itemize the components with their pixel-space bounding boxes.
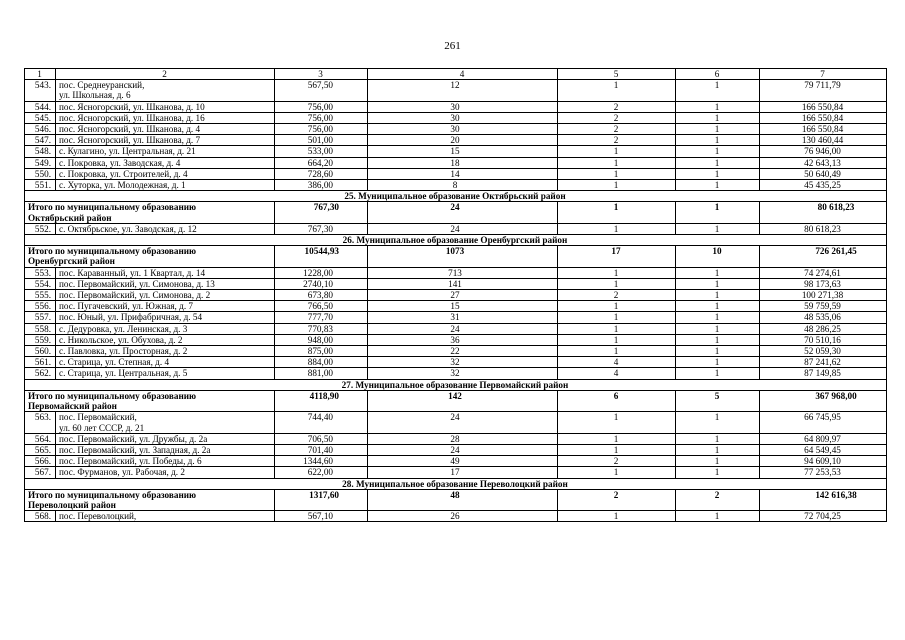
address-cell [56, 368, 275, 379]
subtotal-label-line: Итого по муниципальному образованию [28, 246, 197, 257]
cost-cell: 59 759,59 [760, 301, 887, 312]
subtotal-label-line: Итого по муниципальному образованию [28, 390, 197, 401]
address-cell [56, 223, 275, 234]
address-cell [56, 346, 275, 357]
address-cell-line: пос. Пугачевский, ул. Южная, д. 7 [59, 301, 194, 312]
col5-cell: 2 [558, 290, 676, 301]
area-cell: 767,30 [275, 223, 368, 234]
cost-cell: 70 510,16 [760, 334, 887, 345]
cost-cell: 48 286,25 [760, 323, 887, 334]
row-number-cell: 566. [25, 456, 56, 467]
people-cell: 12 [368, 80, 558, 101]
address-cell-line: пос. Первомайский, ул. Симонова, д. 13 [59, 278, 215, 289]
col5-cell: 1 [558, 467, 676, 478]
table-row [25, 357, 887, 368]
cost-cell: 48 535,06 [760, 312, 887, 323]
address-cell [56, 124, 275, 135]
address-cell-line: ул. 60 лет СССР, д. 21 [59, 422, 145, 433]
column-number-cell: 1 [25, 69, 56, 80]
people-cell: 30 [368, 112, 558, 123]
cost-cell: 64 549,45 [760, 444, 887, 455]
subtotal-row [25, 390, 887, 411]
col6-cell: 1 [676, 290, 760, 301]
row-number-cell: 567. [25, 467, 56, 478]
col6-cell: 2 [676, 489, 760, 510]
cost-cell: 66 745,95 [760, 412, 887, 433]
row-number-cell: 564. [25, 433, 56, 444]
area-cell: 501,00 [275, 135, 368, 146]
col5-cell: 1 [558, 168, 676, 179]
row-number-cell: 565. [25, 444, 56, 455]
cost-cell: 80 618,23 [760, 202, 887, 223]
area-cell: 567,50 [275, 80, 368, 101]
area-cell: 884,00 [275, 357, 368, 368]
col6-cell: 1 [676, 444, 760, 455]
address-cell-line: пос. Юный, ул. Прифабричная, д. 54 [59, 312, 203, 323]
people-cell: 31 [368, 312, 558, 323]
address-cell [56, 267, 275, 278]
address-cell-line: пос. Первомайский, ул. Симонова, д. 2 [59, 290, 211, 301]
row-number-cell: 548. [25, 146, 56, 157]
col5-cell: 1 [558, 334, 676, 345]
table-row [25, 323, 887, 334]
address-cell-line: пос. Первомайский, [59, 412, 137, 423]
area-cell: 386,00 [275, 180, 368, 191]
col5-cell: 1 [558, 323, 676, 334]
table-row [25, 180, 887, 191]
table-row [25, 112, 887, 123]
area-cell: 770,83 [275, 323, 368, 334]
table-row [25, 124, 887, 135]
row-number-cell: 556. [25, 301, 56, 312]
address-cell [56, 146, 275, 157]
col6-cell: 1 [676, 312, 760, 323]
subtotal-row [25, 202, 887, 223]
address-cell-line: пос. Ясногорский, ул. Шканова, д. 7 [59, 135, 201, 146]
people-cell: 8 [368, 180, 558, 191]
address-cell-line: с. Старица, ул. Степная, д. 4 [59, 357, 170, 368]
table-row [25, 444, 887, 455]
address-cell-line: с. Никольское, ул. Обухова, д. 2 [59, 334, 183, 345]
people-cell: 24 [368, 223, 558, 234]
cost-cell: 166 550,84 [760, 124, 887, 135]
col5-cell: 1 [558, 511, 676, 522]
row-number-cell: 543. [25, 80, 56, 101]
table-row [25, 301, 887, 312]
address-cell [56, 180, 275, 191]
col5-cell: 1 [558, 278, 676, 289]
area-cell: 875,00 [275, 346, 368, 357]
column-number-cell: 2 [56, 69, 275, 80]
cost-cell: 726 261,45 [760, 246, 887, 267]
col5-cell: 1 [558, 444, 676, 455]
col5-cell: 2 [558, 124, 676, 135]
col5-cell: 1 [558, 80, 676, 101]
col6-cell: 1 [676, 124, 760, 135]
col5-cell: 4 [558, 357, 676, 368]
col5-cell: 1 [558, 223, 676, 234]
col6-cell: 1 [676, 323, 760, 334]
table-row [25, 146, 887, 157]
address-cell-line: пос. Первомайский, ул. Западная, д. 2а [59, 444, 211, 455]
col5-cell: 1 [558, 312, 676, 323]
row-number-cell: 561. [25, 357, 56, 368]
table-row [25, 101, 887, 112]
table-row [25, 346, 887, 357]
people-cell: 26 [368, 511, 558, 522]
address-cell [56, 301, 275, 312]
col6-cell: 5 [676, 390, 760, 411]
column-number-cell: 3 [275, 69, 368, 80]
col5-cell: 4 [558, 368, 676, 379]
col5-cell: 1 [558, 202, 676, 223]
table-row [25, 80, 887, 101]
table-row [25, 157, 887, 168]
address-cell-line: пос. Среднеуранский, [59, 80, 145, 91]
area-cell: 766,50 [275, 301, 368, 312]
row-number-cell: 546. [25, 124, 56, 135]
address-cell-line: ул. Школьная, д. 6 [59, 90, 131, 101]
area-cell: 10544,93 [275, 246, 368, 267]
people-cell: 24 [368, 444, 558, 455]
area-cell: 706,50 [275, 433, 368, 444]
col6-cell: 1 [676, 202, 760, 223]
subtotal-label-line: Первомайский район [28, 401, 117, 412]
col5-cell: 2 [558, 112, 676, 123]
area-cell: 756,00 [275, 101, 368, 112]
subtotal-label-line: Итого по муниципальному образованию [28, 489, 197, 500]
area-cell: 728,60 [275, 168, 368, 179]
col6-cell: 1 [676, 101, 760, 112]
row-number-cell: 555. [25, 290, 56, 301]
col5-cell: 1 [558, 412, 676, 433]
col6-cell: 1 [676, 334, 760, 345]
subtotal-label-line: Оренбургский район [28, 256, 115, 267]
area-cell: 533,00 [275, 146, 368, 157]
col6-cell: 1 [676, 368, 760, 379]
cost-cell: 52 059,30 [760, 346, 887, 357]
area-cell: 777,70 [275, 312, 368, 323]
area-cell: 673,80 [275, 290, 368, 301]
col6-cell: 1 [676, 278, 760, 289]
row-number-cell: 568. [25, 511, 56, 522]
table-row [25, 290, 887, 301]
address-cell-line: с. Кулагино, ул. Центральная, д. 21 [59, 146, 196, 157]
address-cell [56, 433, 275, 444]
address-cell-line: пос. Ясногорский, ул. Шканова, д. 4 [59, 124, 201, 135]
col5-cell: 1 [558, 267, 676, 278]
address-cell [56, 357, 275, 368]
col6-cell: 10 [676, 246, 760, 267]
col5-cell: 2 [558, 456, 676, 467]
people-cell: 32 [368, 357, 558, 368]
area-cell: 4118,90 [275, 390, 368, 411]
cost-cell: 130 460,44 [760, 135, 887, 146]
table-row [25, 312, 887, 323]
col5-cell: 1 [558, 301, 676, 312]
address-cell-line: с. Дедуровка, ул. Ленинская, д. 3 [59, 323, 188, 334]
row-number-cell: 544. [25, 101, 56, 112]
address-cell [56, 444, 275, 455]
address-cell [56, 168, 275, 179]
cost-cell: 98 173,63 [760, 278, 887, 289]
subtotal-label [25, 489, 275, 510]
table-row [25, 267, 887, 278]
cost-cell: 94 609,10 [760, 456, 887, 467]
address-cell-line: пос. Фурманов, ул. Рабочая, д. 2 [59, 467, 185, 478]
table-row [25, 334, 887, 345]
col6-cell: 1 [676, 80, 760, 101]
people-cell: 24 [368, 202, 558, 223]
row-number-cell: 553. [25, 267, 56, 278]
area-cell: 1228,00 [275, 267, 368, 278]
cost-cell: 45 435,25 [760, 180, 887, 191]
cost-cell: 166 550,84 [760, 101, 887, 112]
column-number-cell: 5 [558, 69, 676, 80]
people-cell: 713 [368, 267, 558, 278]
people-cell: 14 [368, 168, 558, 179]
area-cell: 767,30 [275, 202, 368, 223]
col6-cell: 1 [676, 168, 760, 179]
people-cell: 27 [368, 290, 558, 301]
people-cell: 28 [368, 433, 558, 444]
table-row [25, 511, 887, 522]
col6-cell: 1 [676, 135, 760, 146]
col5-cell: 2 [558, 489, 676, 510]
address-cell-line: с. Павловка, ул. Просторная, д. 2 [59, 346, 188, 357]
col5-cell: 1 [558, 346, 676, 357]
column-number-cell: 7 [760, 69, 887, 80]
people-cell: 17 [368, 467, 558, 478]
area-cell: 622,00 [275, 467, 368, 478]
col5-cell: 2 [558, 135, 676, 146]
address-cell-line: с. Хуторка, ул. Молодежная, д. 1 [59, 180, 186, 191]
cost-cell: 42 643,13 [760, 157, 887, 168]
col6-cell: 1 [676, 511, 760, 522]
col6-cell: 1 [676, 157, 760, 168]
area-cell: 756,00 [275, 112, 368, 123]
address-cell [56, 80, 275, 101]
people-cell: 1073 [368, 246, 558, 267]
people-cell: 141 [368, 278, 558, 289]
col6-cell: 1 [676, 433, 760, 444]
row-number-cell: 563. [25, 412, 56, 433]
col5-cell: 1 [558, 146, 676, 157]
people-cell: 36 [368, 334, 558, 345]
subtotal-label [25, 202, 275, 223]
area-cell: 664,20 [275, 157, 368, 168]
row-number-cell: 547. [25, 135, 56, 146]
col6-cell: 1 [676, 301, 760, 312]
people-cell: 30 [368, 124, 558, 135]
col5-cell: 17 [558, 246, 676, 267]
column-number-row [25, 69, 887, 80]
subtotal-label [25, 390, 275, 411]
cost-cell: 50 640,49 [760, 168, 887, 179]
col6-cell: 1 [676, 357, 760, 368]
row-number-cell: 558. [25, 323, 56, 334]
row-number-cell: 562. [25, 368, 56, 379]
address-cell [56, 290, 275, 301]
address-cell [56, 312, 275, 323]
subtotal-row [25, 489, 887, 510]
table-row [25, 278, 887, 289]
table-row [25, 456, 887, 467]
col6-cell: 1 [676, 146, 760, 157]
people-cell: 32 [368, 368, 558, 379]
row-number-cell: 549. [25, 157, 56, 168]
address-cell [56, 135, 275, 146]
cost-cell: 142 616,38 [760, 489, 887, 510]
section-title: 25. Муниципальное образование Октябрьский район [25, 191, 887, 202]
address-cell [56, 278, 275, 289]
cost-cell: 72 704,25 [760, 511, 887, 522]
cost-cell: 77 253,53 [760, 467, 887, 478]
column-number-cell: 6 [676, 69, 760, 80]
area-cell: 1344,60 [275, 456, 368, 467]
people-cell: 20 [368, 135, 558, 146]
address-cell [56, 334, 275, 345]
cost-cell: 87 149,85 [760, 368, 887, 379]
people-cell: 15 [368, 301, 558, 312]
people-cell: 30 [368, 101, 558, 112]
address-cell [56, 456, 275, 467]
row-number-cell: 552. [25, 223, 56, 234]
row-number-cell: 545. [25, 112, 56, 123]
col6-cell: 1 [676, 412, 760, 433]
col6-cell: 1 [676, 346, 760, 357]
address-cell-line: с. Покровка, ул. Заводская, д. 4 [59, 157, 181, 168]
people-cell: 24 [368, 323, 558, 334]
col6-cell: 1 [676, 267, 760, 278]
address-cell-line: пос. Первомайский, ул. Дружбы, д. 2а [59, 433, 208, 444]
people-cell: 48 [368, 489, 558, 510]
address-cell [56, 323, 275, 334]
table-row [25, 168, 887, 179]
area-cell: 567,10 [275, 511, 368, 522]
area-cell: 701,40 [275, 444, 368, 455]
people-cell: 15 [368, 146, 558, 157]
col5-cell: 2 [558, 101, 676, 112]
section-header-row [25, 191, 887, 202]
people-cell: 18 [368, 157, 558, 168]
section-header-row [25, 379, 887, 390]
col5-cell: 1 [558, 433, 676, 444]
people-cell: 22 [368, 346, 558, 357]
address-cell-line: пос. Караванный, ул. 1 Квартал, д. 14 [59, 267, 206, 278]
address-cell [56, 101, 275, 112]
section-title: 26. Муниципальное образование Оренбургский район [25, 235, 887, 246]
table-row [25, 433, 887, 444]
area-cell: 2740,10 [275, 278, 368, 289]
page-number: 261 [444, 40, 461, 52]
col5-cell: 1 [558, 180, 676, 191]
col6-cell: 1 [676, 456, 760, 467]
section-title: 27. Муниципальное образование Первомайский район [25, 379, 887, 390]
cost-cell: 87 241,62 [760, 357, 887, 368]
section-header-row [25, 478, 887, 489]
area-cell: 744,40 [275, 412, 368, 433]
row-number-cell: 550. [25, 168, 56, 179]
table-row [25, 368, 887, 379]
row-number-cell: 559. [25, 334, 56, 345]
row-number-cell: 551. [25, 180, 56, 191]
address-cell-line: с. Старица, ул. Центральная, д. 5 [59, 368, 188, 379]
area-cell: 948,00 [275, 334, 368, 345]
table-row [25, 467, 887, 478]
address-cell-line: пос. Переволоцкий, [59, 511, 137, 522]
address-cell-line: пос. Ясногорский, ул. Шканова, д. 16 [59, 112, 205, 123]
subtotal-label [25, 246, 275, 267]
address-cell [56, 467, 275, 478]
col6-cell: 1 [676, 112, 760, 123]
cost-cell: 100 271,38 [760, 290, 887, 301]
cost-cell: 166 550,84 [760, 112, 887, 123]
col5-cell: 1 [558, 157, 676, 168]
address-cell-line: с. Покровка, ул. Строителей, д. 4 [59, 168, 188, 179]
people-cell: 142 [368, 390, 558, 411]
section-header-row [25, 235, 887, 246]
cost-cell: 64 809,97 [760, 433, 887, 444]
table-row [25, 223, 887, 234]
table-row [25, 412, 887, 433]
col6-cell: 1 [676, 223, 760, 234]
row-number-cell: 554. [25, 278, 56, 289]
people-cell: 49 [368, 456, 558, 467]
address-cell-line: с. Октябрьское, ул. Заводская, д. 12 [59, 223, 197, 234]
area-cell: 1317,60 [275, 489, 368, 510]
address-cell [56, 157, 275, 168]
subtotal-label-line: Переволоцкий район [28, 499, 116, 510]
subtotal-label-line: Октябрьский район [28, 212, 112, 223]
row-number-cell: 560. [25, 346, 56, 357]
area-cell: 756,00 [275, 124, 368, 135]
cost-cell: 80 618,23 [760, 223, 887, 234]
subtotal-label-line: Итого по муниципальному образованию [28, 202, 197, 213]
register-table [24, 68, 887, 522]
section-title: 28. Муниципальное образование Переволоцкий район [25, 478, 887, 489]
cost-cell: 74 274,61 [760, 267, 887, 278]
area-cell: 881,00 [275, 368, 368, 379]
address-cell [56, 511, 275, 522]
address-cell-line: пос. Ясногорский, ул. Шканова, д. 10 [59, 101, 205, 112]
column-number-cell: 4 [368, 69, 558, 80]
cost-cell: 76 946,00 [760, 146, 887, 157]
cost-cell: 367 968,00 [760, 390, 887, 411]
people-cell: 24 [368, 412, 558, 433]
cost-cell: 79 711,79 [760, 80, 887, 101]
table-row [25, 135, 887, 146]
address-cell-line: пос. Первомайский, ул. Победы, д. 6 [59, 456, 202, 467]
col5-cell: 6 [558, 390, 676, 411]
col6-cell: 1 [676, 180, 760, 191]
row-number-cell: 557. [25, 312, 56, 323]
address-cell [56, 412, 275, 433]
col6-cell: 1 [676, 467, 760, 478]
address-cell [56, 112, 275, 123]
subtotal-row [25, 246, 887, 267]
